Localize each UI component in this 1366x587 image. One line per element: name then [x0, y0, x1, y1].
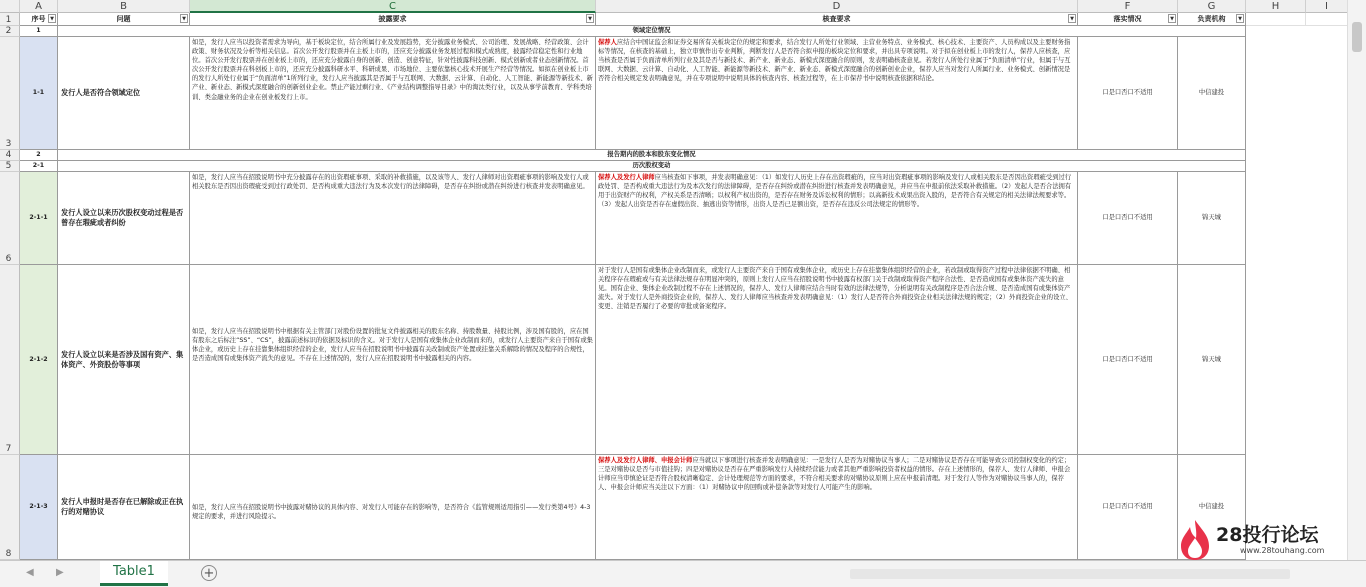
column-header-b[interactable]: B: [58, 0, 190, 13]
filter-dropdown-icon[interactable]: ▼: [586, 14, 594, 23]
disclosure-requirement[interactable]: 如是，发行人应当以投资者需求为导向，基于板块定位，结合所属行业及发展趋势，充分披露业务模式、公司治理、发展战略、经营政策、会计政策、财务状况及分析等相关信息。首次公开发行股票并在主板上市的，还应充分披露业务发展过程和模式成熟度，披露经营稳定性和行业地位。首次公开发行股票并在创业板上市的，还应充分披露自身的创新、创造、创意特征，针对性披露科技创新、模式创新或者业态创新情况。首次公开发行股票并在科创板上市的，还应充分披露科研水平、科研成果、市场地位、主要依靠核心技术开展生产经营等情况。如拟在创业板上市的发行人所处行业属于“负面清单”1所列行业，发行人应当披露其是否属于与互联网、大数据、云计算、自动化、人工智能、新能源等新技术、新产业、新业态、新模式深度融合的创新创业企业。禁止产能过剩行业、《产业结构调整指导目录》中的淘汰类行业，以及从事学前教育、学科类培训、类金融业务的企业在创业板发行上市。: [190, 37, 596, 150]
responsible-institution[interactable]: 中信建投: [1178, 455, 1246, 560]
verification-requirement[interactable]: [596, 172, 1078, 265]
subsection-title[interactable]: 历次股权变动: [58, 161, 1246, 172]
filter-dropdown-icon[interactable]: ▼: [1168, 14, 1176, 23]
next-sheet-icon[interactable]: ▶: [56, 567, 64, 578]
verification-text: 应结合中国证监会和证券交易所有关板块定位的规定和要求，结合发行人所处行业领域、主营业务特点、业务模式、核心技术、主要资产、人员构成以及主要财务指标等情况，在核查的基础上，独立审慎作出专业判断，判断发行人是否符合拟申报的板块定位和要求，并出具专项说明。对于拟在创业板上市的发行人，保荐人应核查，应当核查是否属于负面清单所列行业及其是否与新技术、新产业、新业态、新模式深度融合的原则，发表明确核查意见。若发行人所处行业属于“负面清单”行业，但属于与互联网、大数据、云计算、自动化、人工智能、新能源等新技术、新产业、新业态、新模式深度融合的创新创业企业，保荐人应当对发行人所属行业、业务模式、创新情况是否符合相关规定发表明确意见，并在专项说明中说明具体的核查内容、核查过程等，在上市保荐书中说明核查依据和结论。: [598, 39, 1071, 83]
item-question[interactable]: 发行人是否符合领域定位: [58, 37, 190, 150]
select-all-corner[interactable]: [0, 0, 20, 13]
row-header-5[interactable]: 5: [0, 161, 20, 172]
watermark-brand: 28投行论坛: [1216, 524, 1319, 546]
disclosure-requirement[interactable]: 如是，发行人应当在招股说明书中充分披露存在的出资瑕疵事项、采取的补救措施，以及该等人、发行人律师对出资瑕疵事项的影响及发行人或相关股东是否因出资瑕疵受到过行政处罚、是否构成重大违法行为及本次发行的法律障碍，是否存在纠纷或潜在纠纷进行核查并发表明确意见。: [190, 172, 596, 265]
item-number[interactable]: 2-1-2: [20, 265, 58, 455]
empty-cell[interactable]: [1246, 13, 1306, 26]
item-question[interactable]: 发行人设立以来是否涉及国有资产、集体资产、外资股份等事项: [58, 265, 190, 455]
column-header-f[interactable]: F: [1078, 0, 1178, 13]
verification-requirement[interactable]: [596, 37, 1078, 150]
section-title[interactable]: 报告期内的股本和股东变化情况: [58, 150, 1246, 161]
vertical-scrollbar[interactable]: [1347, 0, 1366, 560]
column-header-a[interactable]: A: [20, 0, 58, 13]
filter-dropdown-icon[interactable]: ▼: [1068, 14, 1076, 23]
header-disclosure[interactable]: 披露要求 ▼: [190, 13, 596, 26]
sheet-tab-bar: [0, 560, 1366, 587]
disclosure-requirement[interactable]: 如是，发行人应当在招股说明书中披露对赌协议的具体内容、对发行人可能存在的影响等，是否符合《监管规则适用指引——发行类第4号》4-3规定的要求，并进行风险提示。: [190, 455, 596, 560]
column-header-i[interactable]: I: [1306, 0, 1348, 13]
row-header-4[interactable]: 4: [0, 150, 20, 161]
subsection-number[interactable]: 2-1: [20, 161, 58, 172]
verification-text: 应当核查如下事项，并发表明确意见：（1）如发行人历史上存在出资瑕疵的，应当对出资瑕疵事项的影响及发行人或相关股东是否因出资瑕疵受到过行政处罚、是否构成重大违法行为及本次发行的法律障碍，是否存在纠纷或潜在纠纷进行核查并发表明确意见，并应当在申报前依法采取补救措施。（2）发起人是否合法拥有用于出资财产的权利，产权关系是否清晰；以权利产权出资的，是否存在财务及诉讼权利的情形；以高新技术成果出资入股的，是否符合有关规定的相关法律法规要求等。（3）发起人出资是否存在虚假出资、抽逃出资等情形，出资人是否已足额出资，是否存在违反公司法规定的情形等。: [598, 174, 1072, 209]
item-number[interactable]: 2-1-1: [20, 172, 58, 265]
horizontal-scrollbar[interactable]: [850, 569, 1290, 579]
status-options[interactable]: 口是口否口不适用: [1078, 265, 1178, 455]
highlighted-party: 保荐人及发行人律师: [598, 174, 655, 181]
item-question[interactable]: 发行人申报时是否存在已解除或正在执行的对赌协议: [58, 455, 190, 560]
verification-requirement[interactable]: [596, 455, 1078, 560]
watermark-url: www.28touhang.com: [1240, 546, 1325, 555]
column-header-g[interactable]: G: [1178, 0, 1246, 13]
add-sheet-icon[interactable]: +: [201, 565, 217, 581]
filter-dropdown-icon[interactable]: ▼: [48, 14, 56, 23]
header-question[interactable]: 问题 ▼: [58, 13, 190, 26]
section-number[interactable]: 2: [20, 150, 58, 161]
highlighted-party: 保荐人及发行人律师、申报会计师: [598, 457, 693, 464]
header-owner[interactable]: 负责机构 ▼: [1178, 13, 1246, 26]
responsible-institution[interactable]: 锦天城: [1178, 172, 1246, 265]
verification-requirement[interactable]: 对于发行人是国有或集体企业改制而来，或发行人主要资产来自于国有或集体企业，或历史上存在挂靠集体组织经营的企业，若改制或取得资产过程中法律依据不明确、相关程序存在瑕疵或与有关法律法规存在明显冲突的，原则上发行人应当在招股说明书中披露有权部门关于改制或取得资产程序合法性、是否造成国有或集体资产流失的意见。国有企业、集体企业改制过程不存在上述情况的，保荐人、发行人律师应结合当时有效的法律法规等，分析说明有关改制程序是否合法合规、是否造成国有或集体资产流失。对于发行人是外商投资企业的，保荐人、发行人律师应当核查并发表明确意见：（1）发行人是否符合外商投资企业相关法律法规的规定；（2）外商投资企业的设立、变更、注销是否履行了必要的审批或备案程序。: [596, 265, 1078, 455]
section-number[interactable]: 1: [20, 26, 58, 37]
watermark-logo: [1176, 516, 1340, 566]
disclosure-requirement[interactable]: 如是，发行人应当在招股说明书中根据有关主管部门对股份设置的批复文件披露相关的股东名称、持股数量、持股比例，涉及国有股的，应在国有股东之后标注“SS”、“CS”，披露前述标识的依据及标识的含义。对于发行人是国有或集体企业改制而来的，或发行人主要资产来自于国有或集体企业，或历史上存在挂靠集体组织经营的企业，发行人应当在招股说明书中披露有关改制或资产处置或挂靠关系解除的情况及程序的合规性，是否造成国有或集体资产流失的意见。不存在上述情况的，发行人应在招股说明书中披露相关的内容。: [190, 265, 596, 455]
highlighted-party: 保荐人: [598, 39, 617, 46]
status-options[interactable]: 口是口否口不适用: [1078, 37, 1178, 150]
row-header-6[interactable]: 6: [0, 172, 20, 265]
empty-cell[interactable]: [1306, 13, 1348, 26]
row-header-3[interactable]: 3: [0, 37, 20, 150]
filter-dropdown-icon[interactable]: ▼: [180, 14, 188, 23]
sheet-tab[interactable]: Table1: [100, 561, 168, 586]
item-number[interactable]: 1-1: [20, 37, 58, 150]
item-question[interactable]: 发行人设立以来历次股权变动过程是否曾存在瑕疵或者纠纷: [58, 172, 190, 265]
status-options[interactable]: 口是口否口不适用: [1078, 455, 1178, 560]
section-title[interactable]: 领域定位情况: [58, 26, 1246, 37]
status-options[interactable]: 口是口否口不适用: [1078, 172, 1178, 265]
header-status[interactable]: 落实情况 ▼: [1078, 13, 1178, 26]
scrollbar-thumb[interactable]: [1352, 22, 1362, 52]
column-header-h[interactable]: H: [1246, 0, 1306, 13]
filter-dropdown-icon[interactable]: ▼: [1236, 14, 1244, 23]
row-header-2[interactable]: 2: [0, 26, 20, 37]
prev-sheet-icon[interactable]: ◀: [26, 567, 34, 578]
row-header-1[interactable]: 1: [0, 13, 20, 26]
column-header-d[interactable]: D: [596, 0, 1078, 13]
flame-logo-icon: [1178, 518, 1212, 562]
row-header-7[interactable]: 7: [0, 265, 20, 455]
verification-text: 应当就以下事项进行核查并发表明确意见：一是发行人是否为对赌协议当事人；二是对赌协议是否存在可能导致公司控制权变化的约定；三是对赌协议是否与市值挂钩；四是对赌协议是否存在严重影响发行人持续经营能力或者其他严重影响投资者权益的情形。存在上述情形的，保荐人、发行人律师、申报会计师应当审慎论证是否符合股权清晰稳定、会计处理规范等方面的要求，不符合相关要求的对赌协议原则上应在申报前清理。对于发行人等作为对赌协议当事人的，保荐人、申报会计师应当关注以下方面：（1）对赌协议中的回购或补偿条款等对发行人可能产生的影响。: [598, 457, 1071, 492]
column-header-c[interactable]: C: [190, 0, 596, 13]
row-header-8[interactable]: 8: [0, 455, 20, 560]
header-seq[interactable]: 序号 ▼: [20, 13, 58, 26]
responsible-institution[interactable]: 中信建投: [1178, 37, 1246, 150]
responsible-institution[interactable]: 锦天城: [1178, 265, 1246, 455]
header-verification[interactable]: 核查要求 ▼: [596, 13, 1078, 26]
item-number[interactable]: 2-1-3: [20, 455, 58, 560]
